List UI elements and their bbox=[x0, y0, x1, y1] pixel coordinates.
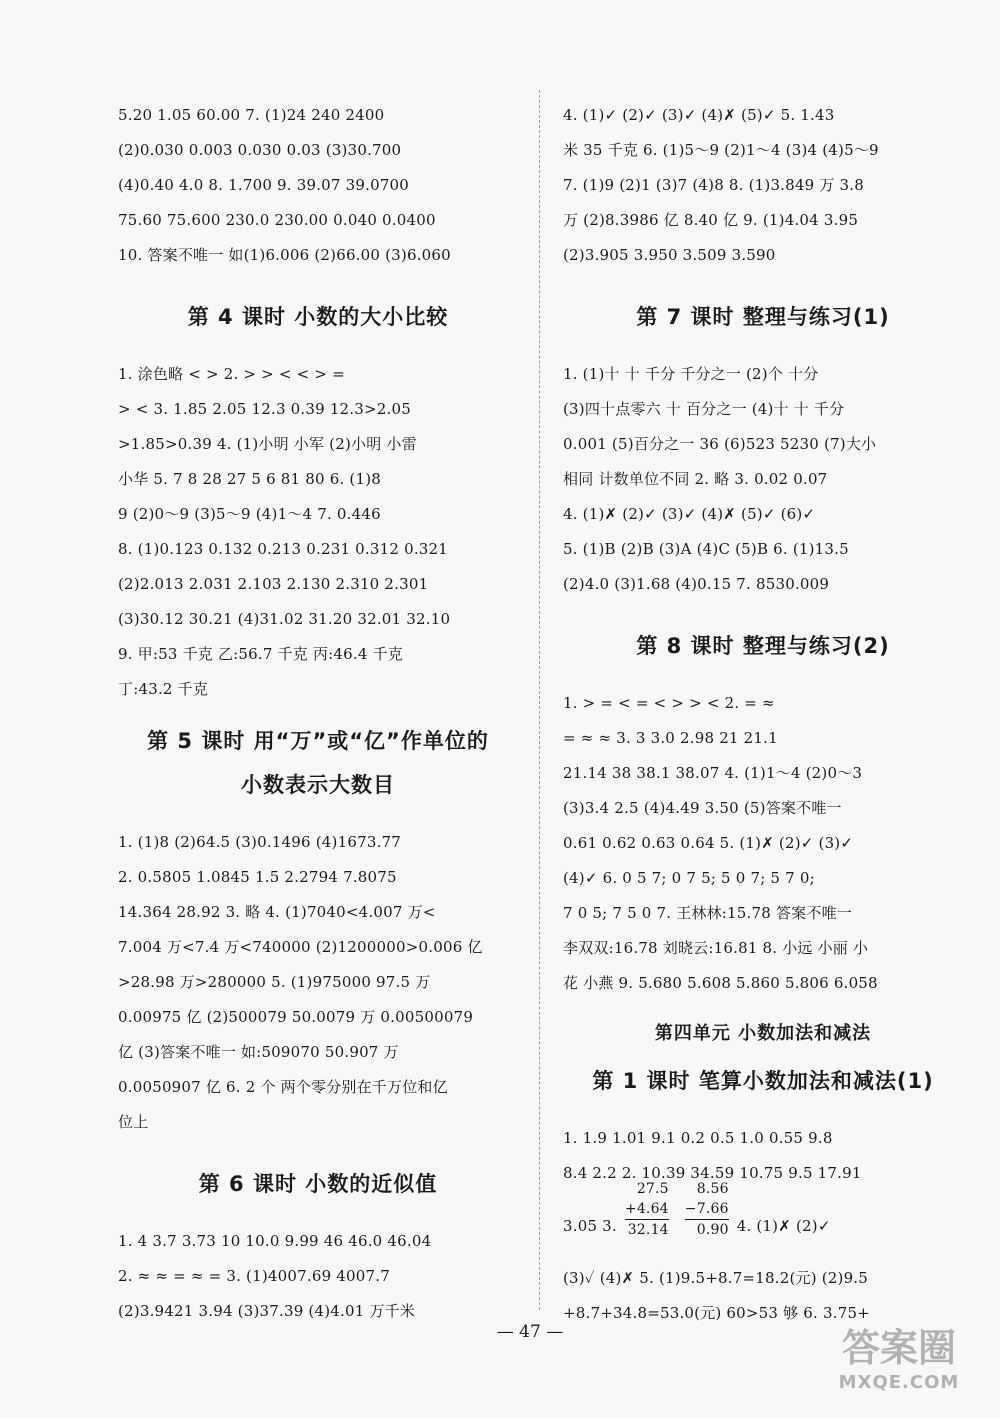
unit-heading: 第四单元 小数加法和减法 bbox=[654, 1023, 872, 1044]
page-number: — 47 — bbox=[496, 1322, 564, 1342]
right-column bbox=[563, 98, 963, 1331]
answer-line: (2)3.905 3.950 3.509 3.590 bbox=[563, 246, 776, 264]
answer-line: 1. > = < = < > > < 2. = ≈ bbox=[563, 694, 775, 712]
answer-line: (2)3.9421 3.94 (3)37.39 (4)4.01 万千米 bbox=[118, 1302, 416, 1320]
answer-line: (3)✓ (4)✗ 5. (1)9.5+8.7=18.2(元) (2)9.5 bbox=[563, 1269, 869, 1287]
answer-line: 2. 0.5805 1.0845 1.5 2.2794 7.8075 bbox=[118, 868, 397, 886]
calc-operand: −7.66 bbox=[684, 1200, 729, 1217]
answer-line: 相同 计数单位不同 2. 略 3. 0.02 0.07 bbox=[563, 470, 828, 488]
watermark-url: MXQE.COM bbox=[838, 1372, 960, 1393]
answer-line: 10. 答案不唯一 如(1)6.006 (2)66.00 (3)6.060 bbox=[118, 246, 451, 264]
lesson-heading: 小数表示大数目 bbox=[241, 773, 395, 797]
calc-operand: +4.64 bbox=[624, 1200, 669, 1217]
watermark-title: 答案圈 bbox=[841, 1326, 956, 1370]
answer-line: (4)✓ 6. 0 5 7; 0 7 5; 5 0 7; 5 7 0; bbox=[563, 869, 815, 887]
answer-line: 0.001 (5)百分之一 36 (6)523 5230 (7)大小 bbox=[563, 435, 877, 453]
answer-line: (2)0.030 0.003 0.030 0.03 (3)30.700 bbox=[118, 141, 402, 159]
answer-line: 8. (1)0.123 0.132 0.213 0.231 0.312 0.321 bbox=[118, 540, 449, 558]
answer-line: (4)0.40 4.0 8. 1.700 9. 39.07 39.0700 bbox=[118, 176, 410, 194]
answer-line: (2)4.0 (3)1.68 (4)0.15 7. 8530.009 bbox=[563, 575, 830, 593]
watermark-logo bbox=[814, 1324, 984, 1404]
answer-line: 7. (1)9 (2)1 (3)7 (4)8 8. (1)3.849 万 3.8 bbox=[563, 176, 864, 194]
answer-line: 万 (2)8.3986 亿 8.40 亿 9. (1)4.04 3.95 bbox=[563, 211, 859, 229]
answer-line: 1. (1)8 (2)64.5 (3)0.1496 (4)1673.77 bbox=[118, 833, 402, 851]
answer-line: 7 0 5; 7 5 0 7. 王林林:15.78 答案不唯一 bbox=[563, 904, 852, 922]
answer-line: (3)四十点零六 十 百分之一 (4)十 十 千分 bbox=[563, 400, 845, 418]
answer-line: 1. 涂色略 < > 2. > > < < > = bbox=[118, 365, 345, 383]
answer-line: (3)3.4 2.5 (4)4.49 3.50 (5)答案不唯一 bbox=[563, 799, 842, 817]
line-text: 4. (1)✗ (2)✓ bbox=[736, 1217, 831, 1235]
answer-line: 小华 5. 7 8 28 27 5 6 81 80 6. (1)8 bbox=[118, 470, 381, 488]
lesson-heading: 第 4 课时 小数的大小比较 bbox=[187, 305, 449, 329]
vertical-calculation-line bbox=[563, 1180, 963, 1261]
lesson-heading: 第 5 课时 用“万”或“亿”作单位的 bbox=[147, 729, 489, 753]
left-column bbox=[118, 98, 518, 1329]
answer-line: >28.98 万>280000 5. (1)975000 97.5 万 bbox=[118, 973, 431, 991]
answer-line: +8.7+34.8=53.0(元) 60>53 够 6. 3.75+ bbox=[563, 1304, 870, 1322]
answer-line: 丁:43.2 千克 bbox=[118, 680, 209, 698]
column-divider bbox=[539, 90, 540, 1310]
answer-line: 亿 (3)答案不唯一 如:509070 50.907 万 bbox=[118, 1043, 399, 1061]
answer-line: 7.004 万<7.4 万<740000 (2)1200000>0.006 亿 bbox=[118, 938, 483, 956]
answer-line: 李双双:16.78 刘晓云:16.81 8. 小远 小丽 小 bbox=[563, 939, 869, 957]
answer-line: 4. (1)✗ (2)✓ (3)✓ (4)✗ (5)✓ (6)✓ bbox=[563, 505, 816, 523]
answer-line: 5. (1)B (2)B (3)A (4)C (5)B 6. (1)13.5 bbox=[563, 540, 849, 558]
calc-operand: 8.56 bbox=[696, 1180, 729, 1197]
answer-line: 21.14 38 38.1 38.07 4. (1)1～4 (2)0～3 bbox=[563, 764, 863, 782]
answer-line: 0.0050907 亿 6. 2 个 两个零分别在千万位和亿 bbox=[118, 1078, 448, 1096]
answer-line: 9 (2)0～9 (3)5～9 (4)1～4 7. 0.446 bbox=[118, 505, 381, 523]
answer-line: 14.364 28.92 3. 略 4. (1)7040<4.007 万< bbox=[118, 903, 436, 921]
answer-line: = ≈ ≈ 3. 3 3.0 2.98 21 21.1 bbox=[563, 729, 778, 747]
answer-line: 米 35 千克 6. (1)5～9 (2)1～4 (3)4 (4)5～9 bbox=[563, 141, 879, 159]
answer-line: 1. 4 3.7 3.73 10 10.0 9.99 46 46.0 46.04 bbox=[118, 1232, 432, 1250]
answer-line: 75.60 75.600 230.0 230.00 0.040 0.0400 bbox=[118, 211, 436, 229]
lesson-heading: 第 8 课时 整理与练习(2) bbox=[636, 634, 890, 658]
answer-line: 1. 1.9 1.01 9.1 0.2 0.5 1.0 0.55 9.8 bbox=[563, 1129, 833, 1147]
vertical-calculation bbox=[685, 1179, 729, 1240]
answer-line: 0.61 0.62 0.63 0.64 5. (1)✗ (2)✓ (3)✓ bbox=[563, 834, 854, 852]
line-text: 3.05 3. bbox=[563, 1217, 617, 1235]
calc-result: 0.90 bbox=[685, 1219, 729, 1240]
answer-line: (2)2.013 2.031 2.103 2.130 2.310 2.301 bbox=[118, 575, 429, 593]
answer-line: 8.4 2.2 2. 10.39 34.59 10.75 9.5 17.91 bbox=[563, 1164, 862, 1182]
answer-line: (3)30.12 30.21 (4)31.02 31.20 32.01 32.10 bbox=[118, 610, 451, 628]
answer-line: >1.85>0.39 4. (1)小明 小军 (2)小明 小雷 bbox=[118, 435, 417, 453]
answer-line: 5.20 1.05 60.00 7. (1)24 240 2400 bbox=[118, 106, 385, 124]
lesson-heading: 第 1 课时 笔算小数加法和减法(1) bbox=[592, 1069, 934, 1093]
answer-line: 0.00975 亿 (2)500079 50.0079 万 0.00500079 bbox=[118, 1008, 474, 1026]
answer-line: > < 3. 1.85 2.05 12.3 0.39 12.3>2.05 bbox=[118, 400, 411, 418]
calc-operand: 27.5 bbox=[636, 1180, 669, 1197]
answer-line: 1. (1)十 十 千分 千分之一 (2)个 十分 bbox=[563, 365, 819, 383]
answer-line: 位上 bbox=[118, 1113, 149, 1131]
answer-line: 9. 甲:53 千克 乙:56.7 千克 丙:46.4 千克 bbox=[118, 645, 403, 663]
lesson-heading: 第 6 课时 小数的近似值 bbox=[198, 1172, 438, 1196]
answer-line: 4. (1)✓ (2)✓ (3)✓ (4)✗ (5)✓ 5. 1.43 bbox=[563, 106, 835, 124]
calc-result: 32.14 bbox=[625, 1219, 669, 1240]
answer-line: 花 小燕 9. 5.680 5.608 5.860 5.806 6.058 bbox=[563, 974, 878, 992]
lesson-heading: 第 7 课时 整理与练习(1) bbox=[636, 305, 890, 329]
answer-line: 2. ≈ ≈ = ≈ = 3. (1)4007.69 4007.7 bbox=[118, 1267, 390, 1285]
vertical-calculation bbox=[625, 1179, 669, 1240]
